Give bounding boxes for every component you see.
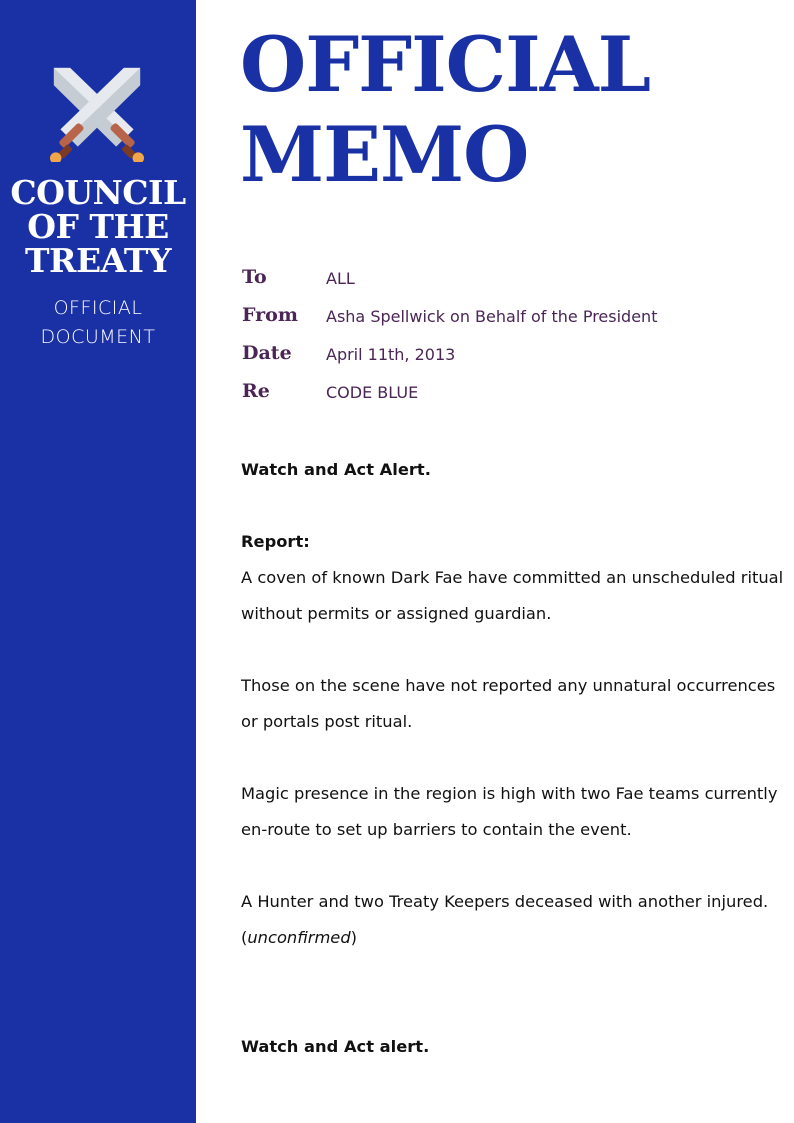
re-field <box>242 376 782 414</box>
organization-name <box>0 173 196 280</box>
from-field <box>242 300 782 338</box>
memo-title-line: OFFICIAL <box>240 20 651 109</box>
spacer <box>241 848 791 884</box>
document-type-line: DOCUMENT <box>40 326 156 348</box>
closing-alert: Watch and Act alert. <box>241 1037 430 1056</box>
from-value: Asha Spellwick on Behalf of the President <box>326 307 658 326</box>
re-label: Re <box>242 380 270 402</box>
note-close: ) <box>350 928 358 947</box>
re-value: CODE BLUE <box>326 383 419 402</box>
organization-name-line: OF THE <box>27 207 169 246</box>
spacer <box>241 740 791 776</box>
to-label: To <box>242 266 267 288</box>
crossed-swords-icon <box>48 66 146 162</box>
date-label: Date <box>242 342 292 364</box>
spacer <box>241 632 791 668</box>
document-type-label <box>0 294 196 352</box>
to-field <box>242 262 782 300</box>
date-field <box>242 338 782 376</box>
to-value: ALL <box>326 269 355 288</box>
date-value: April 11th, 2013 <box>326 345 456 364</box>
alert-heading: Watch and Act Alert. <box>241 460 431 479</box>
memo-title-line: MEMO <box>240 110 529 199</box>
report-paragraph: Those on the scene have not reported any unnatural occurrences or portals post ritual. <box>241 676 776 731</box>
note-text: unconfirmed <box>247 928 351 947</box>
sidebar <box>0 0 196 1123</box>
document-type-line: OFFICIAL <box>53 297 143 319</box>
memo-title <box>240 20 780 200</box>
unconfirmed-note <box>241 920 791 956</box>
report-paragraph: A coven of known Dark Fae have committed an unscheduled ritual without permits or assigned guardian. <box>241 568 784 623</box>
report-heading: Report: <box>241 532 310 551</box>
organization-name-line: COUNCIL <box>10 173 186 212</box>
note-open: ( <box>241 928 248 947</box>
memo-header-fields <box>242 262 782 414</box>
spacer <box>241 488 791 524</box>
report-paragraph: Magic presence in the region is high with two Fae teams currently en-route to set up barriers to contain the event. <box>241 784 778 839</box>
memo-body <box>241 452 791 956</box>
report-paragraph: A Hunter and two Treaty Keepers deceased with another injured. <box>241 892 769 911</box>
from-label: From <box>242 304 298 326</box>
organization-name-line: TREATY <box>24 241 172 280</box>
